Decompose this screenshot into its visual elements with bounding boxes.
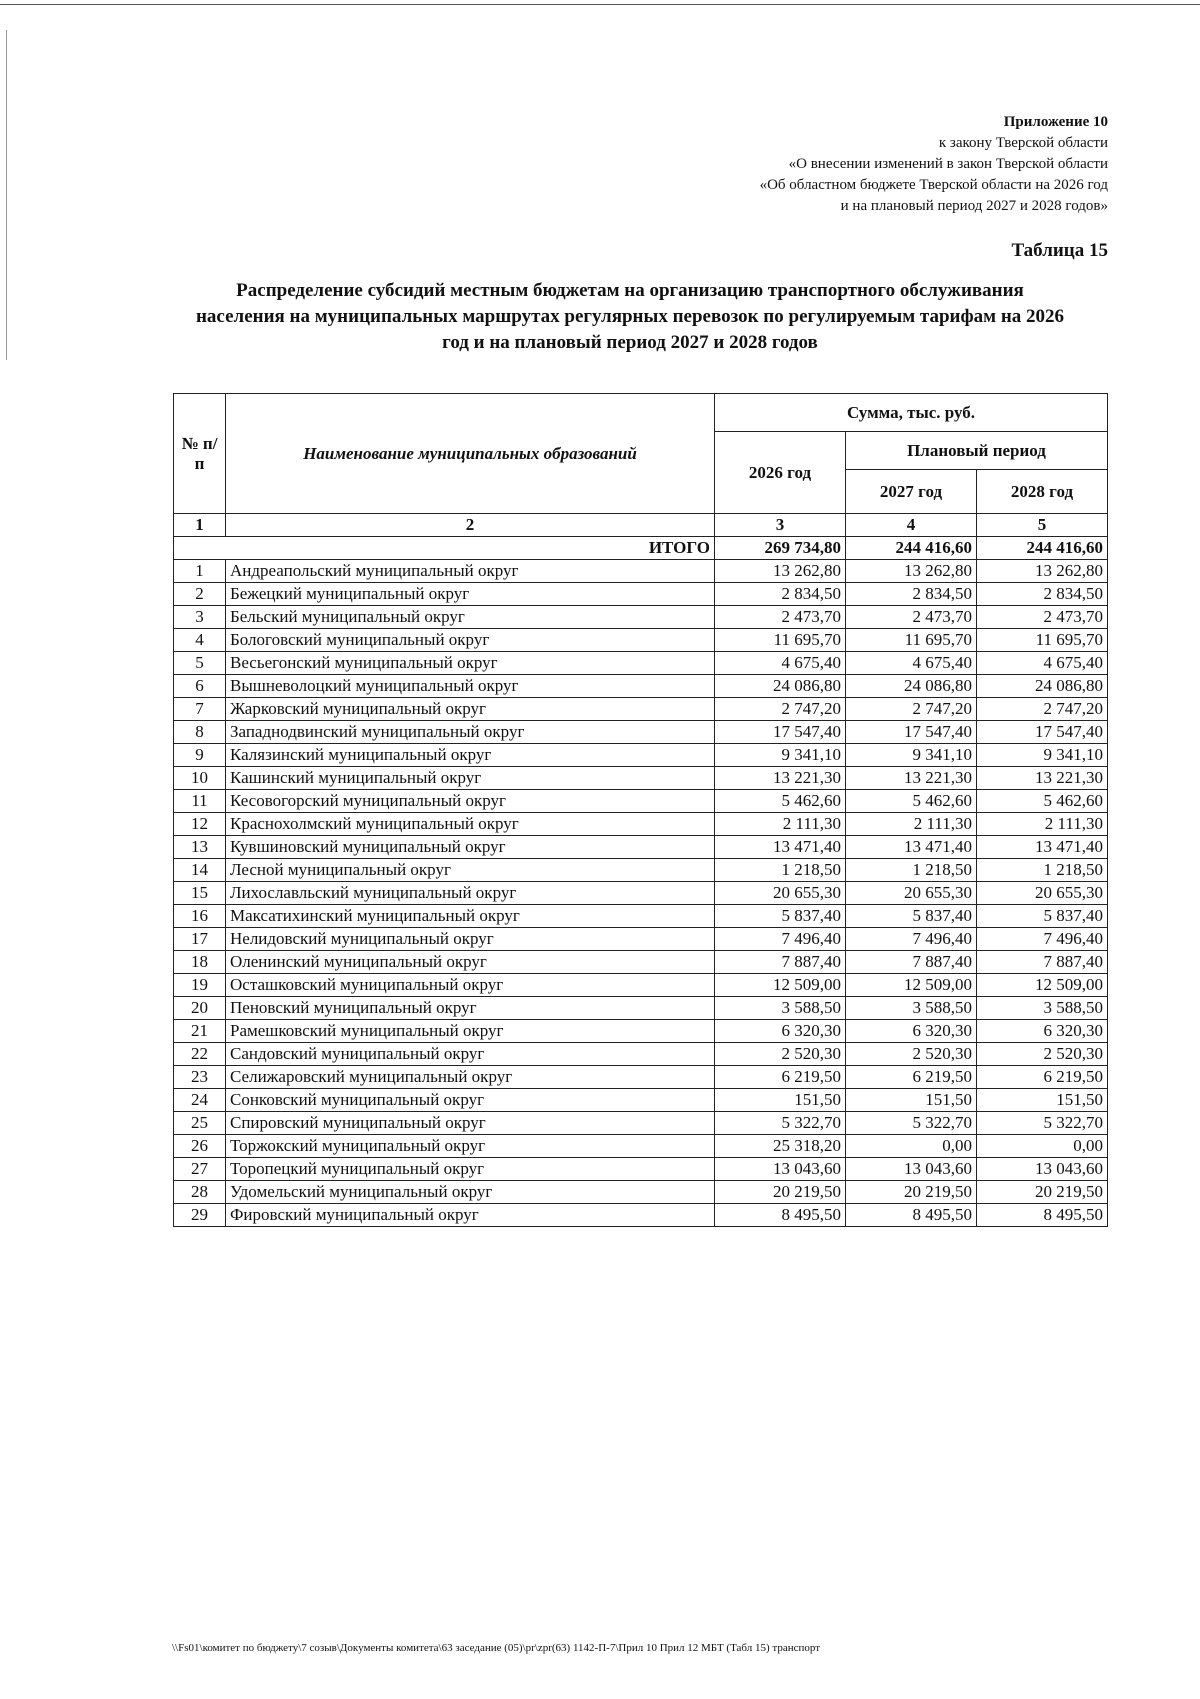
- value-2027: 20 655,30: [846, 882, 977, 905]
- value-2026: 20 219,50: [715, 1181, 846, 1204]
- value-2026: 5 462,60: [715, 790, 846, 813]
- value-2026: 3 588,50: [715, 997, 846, 1020]
- header-2026: 2026 год: [715, 432, 846, 514]
- value-2026: 13 043,60: [715, 1158, 846, 1181]
- row-number: 12: [174, 813, 226, 836]
- header-name: Наименование муниципальных образований: [226, 394, 715, 514]
- table-row: [174, 767, 1108, 790]
- value-2028: 2 111,30: [977, 813, 1108, 836]
- table-row: [174, 698, 1108, 721]
- value-2027: 2 520,30: [846, 1043, 977, 1066]
- table-row: [174, 560, 1108, 583]
- column-index: 4: [846, 514, 977, 537]
- value-2028: 5 462,60: [977, 790, 1108, 813]
- row-number: 18: [174, 951, 226, 974]
- municipality-name: Бельский муниципальный округ: [226, 606, 715, 629]
- table-row: [174, 652, 1108, 675]
- row-number: 16: [174, 905, 226, 928]
- value-2028: 9 341,10: [977, 744, 1108, 767]
- table-row: [174, 629, 1108, 652]
- value-2028: 151,50: [977, 1089, 1108, 1112]
- value-2026: 2 111,30: [715, 813, 846, 836]
- value-2026: 7 496,40: [715, 928, 846, 951]
- municipality-name: Лесной муниципальный округ: [226, 859, 715, 882]
- value-2028: 2 747,20: [977, 698, 1108, 721]
- value-2028: 13 262,80: [977, 560, 1108, 583]
- value-2028: 12 509,00: [977, 974, 1108, 997]
- header-2027: 2027 год: [846, 470, 977, 514]
- value-2027: 5 462,60: [846, 790, 977, 813]
- value-2028: 4 675,40: [977, 652, 1108, 675]
- value-2027: 151,50: [846, 1089, 977, 1112]
- subsidy-table: [173, 393, 1108, 1227]
- municipality-name: Сандовский муниципальный округ: [226, 1043, 715, 1066]
- total-2026: 269 734,80: [715, 537, 846, 560]
- value-2026: 4 675,40: [715, 652, 846, 675]
- total-row: [174, 537, 1108, 560]
- value-2027: 11 695,70: [846, 629, 977, 652]
- row-number: 7: [174, 698, 226, 721]
- value-2028: 2 520,30: [977, 1043, 1108, 1066]
- value-2026: 9 341,10: [715, 744, 846, 767]
- appendix-line: «О внесении изменений в закон Тверской области: [788, 156, 1108, 172]
- table-row: [174, 583, 1108, 606]
- municipality-name: Рамешковский муниципальный округ: [226, 1020, 715, 1043]
- value-2027: 13 043,60: [846, 1158, 977, 1181]
- row-number: 21: [174, 1020, 226, 1043]
- municipality-name: Осташковский муниципальный округ: [226, 974, 715, 997]
- value-2027: 1 218,50: [846, 859, 977, 882]
- row-number: 2: [174, 583, 226, 606]
- row-number: 17: [174, 928, 226, 951]
- value-2028: 2 473,70: [977, 606, 1108, 629]
- value-2028: 3 588,50: [977, 997, 1108, 1020]
- value-2028: 8 495,50: [977, 1204, 1108, 1227]
- municipality-name: Нелидовский муниципальный округ: [226, 928, 715, 951]
- value-2026: 13 471,40: [715, 836, 846, 859]
- municipality-name: Удомельский муниципальный округ: [226, 1181, 715, 1204]
- row-number: 26: [174, 1135, 226, 1158]
- title-line: Распределение субсидий местным бюджетам на организацию транспортного обслуживания: [236, 280, 1024, 301]
- row-number: 1: [174, 560, 226, 583]
- value-2028: 20 219,50: [977, 1181, 1108, 1204]
- row-number: 11: [174, 790, 226, 813]
- row-number: 13: [174, 836, 226, 859]
- row-number: 5: [174, 652, 226, 675]
- value-2028: 13 043,60: [977, 1158, 1108, 1181]
- municipality-name: Западнодвинский муниципальный округ: [226, 721, 715, 744]
- header-plan-period: Плановый период: [846, 432, 1108, 470]
- municipality-name: Кесовогорский муниципальный округ: [226, 790, 715, 813]
- value-2028: 7 887,40: [977, 951, 1108, 974]
- row-number: 14: [174, 859, 226, 882]
- total-2027: 244 416,60: [846, 537, 977, 560]
- table-row: [174, 1112, 1108, 1135]
- value-2026: 8 495,50: [715, 1204, 846, 1227]
- document-title: [150, 278, 1110, 356]
- value-2027: 5 837,40: [846, 905, 977, 928]
- value-2027: 13 221,30: [846, 767, 977, 790]
- value-2027: 6 320,30: [846, 1020, 977, 1043]
- value-2026: 151,50: [715, 1089, 846, 1112]
- table-row: [174, 1204, 1108, 1227]
- row-number: 6: [174, 675, 226, 698]
- appendix-number: Приложение 10: [1003, 114, 1108, 130]
- value-2027: 9 341,10: [846, 744, 977, 767]
- row-number: 24: [174, 1089, 226, 1112]
- table-row: [174, 1066, 1108, 1089]
- value-2026: 7 887,40: [715, 951, 846, 974]
- table-body: [174, 537, 1108, 1227]
- value-2028: 0,00: [977, 1135, 1108, 1158]
- value-2026: 12 509,00: [715, 974, 846, 997]
- table-row: [174, 1089, 1108, 1112]
- value-2027: 13 262,80: [846, 560, 977, 583]
- value-2027: 5 322,70: [846, 1112, 977, 1135]
- table-row: [174, 951, 1108, 974]
- value-2026: 2 473,70: [715, 606, 846, 629]
- municipality-name: Селижаровский муниципальный округ: [226, 1066, 715, 1089]
- row-number: 8: [174, 721, 226, 744]
- table-row: [174, 721, 1108, 744]
- value-2026: 5 837,40: [715, 905, 846, 928]
- total-2028: 244 416,60: [977, 537, 1108, 560]
- municipality-name: Лихославльский муниципальный округ: [226, 882, 715, 905]
- value-2028: 5 322,70: [977, 1112, 1108, 1135]
- row-number: 10: [174, 767, 226, 790]
- table-row: [174, 1181, 1108, 1204]
- value-2028: 7 496,40: [977, 928, 1108, 951]
- municipality-name: Оленинский муниципальный округ: [226, 951, 715, 974]
- table-row: [174, 905, 1108, 928]
- municipality-name: Жарковский муниципальный округ: [226, 698, 715, 721]
- municipality-name: Сонковский муниципальный округ: [226, 1089, 715, 1112]
- column-index: 2: [226, 514, 715, 537]
- row-number: 23: [174, 1066, 226, 1089]
- value-2028: 13 221,30: [977, 767, 1108, 790]
- row-number: 22: [174, 1043, 226, 1066]
- value-2026: 20 655,30: [715, 882, 846, 905]
- row-number: 3: [174, 606, 226, 629]
- column-index: 3: [715, 514, 846, 537]
- value-2027: 17 547,40: [846, 721, 977, 744]
- municipality-name: Максатихинский муниципальный округ: [226, 905, 715, 928]
- row-number: 15: [174, 882, 226, 905]
- municipality-name: Калязинский муниципальный округ: [226, 744, 715, 767]
- total-label: ИТОГО: [174, 537, 715, 560]
- value-2026: 13 262,80: [715, 560, 846, 583]
- appendix-line: и на плановый период 2027 и 2028 годов»: [840, 198, 1108, 214]
- value-2026: 25 318,20: [715, 1135, 846, 1158]
- value-2026: 6 320,30: [715, 1020, 846, 1043]
- value-2028: 1 218,50: [977, 859, 1108, 882]
- municipality-name: Бологовский муниципальный округ: [226, 629, 715, 652]
- column-index: 1: [174, 514, 226, 537]
- table-row: [174, 836, 1108, 859]
- row-number: 4: [174, 629, 226, 652]
- value-2027: 4 675,40: [846, 652, 977, 675]
- municipality-name: Пеновский муниципальный округ: [226, 997, 715, 1020]
- municipality-name: Краснохолмский муниципальный округ: [226, 813, 715, 836]
- table-row: [174, 1043, 1108, 1066]
- left-margin-line: [6, 30, 7, 360]
- municipality-name: Бежецкий муниципальный округ: [226, 583, 715, 606]
- table-row: [174, 744, 1108, 767]
- municipality-name: Спировский муниципальный округ: [226, 1112, 715, 1135]
- header-2028: 2028 год: [977, 470, 1108, 514]
- title-line: населения на муниципальных маршрутах регулярных перевозок по регулируемым тарифам на 2026: [195, 306, 1065, 327]
- value-2028: 13 471,40: [977, 836, 1108, 859]
- row-number: 19: [174, 974, 226, 997]
- column-index: 5: [977, 514, 1108, 537]
- table-row: [174, 1158, 1108, 1181]
- value-2026: 2 747,20: [715, 698, 846, 721]
- table-row: [174, 813, 1108, 836]
- municipality-name: Торжокский муниципальный округ: [226, 1135, 715, 1158]
- municipality-name: Фировский муниципальный округ: [226, 1204, 715, 1227]
- row-number: 29: [174, 1204, 226, 1227]
- value-2027: 2 747,20: [846, 698, 977, 721]
- municipality-name: Андреапольский муниципальный округ: [226, 560, 715, 583]
- table-row: [174, 1020, 1108, 1043]
- row-number: 9: [174, 744, 226, 767]
- value-2028: 2 834,50: [977, 583, 1108, 606]
- value-2027: 3 588,50: [846, 997, 977, 1020]
- municipality-name: Весьегонский муниципальный округ: [226, 652, 715, 675]
- value-2026: 5 322,70: [715, 1112, 846, 1135]
- value-2027: 6 219,50: [846, 1066, 977, 1089]
- value-2027: 12 509,00: [846, 974, 977, 997]
- title-line: год и на плановый период 2027 и 2028 годов: [442, 332, 818, 353]
- value-2028: 11 695,70: [977, 629, 1108, 652]
- value-2027: 24 086,80: [846, 675, 977, 698]
- row-number: 28: [174, 1181, 226, 1204]
- municipality-name: Вышневолоцкий муниципальный округ: [226, 675, 715, 698]
- value-2027: 13 471,40: [846, 836, 977, 859]
- value-2028: 20 655,30: [977, 882, 1108, 905]
- value-2026: 6 219,50: [715, 1066, 846, 1089]
- value-2027: 2 473,70: [846, 606, 977, 629]
- table-row: [174, 675, 1108, 698]
- value-2026: 24 086,80: [715, 675, 846, 698]
- value-2026: 1 218,50: [715, 859, 846, 882]
- value-2026: 2 520,30: [715, 1043, 846, 1066]
- header-sum: Сумма, тыс. руб.: [715, 394, 1108, 432]
- table-row: [174, 606, 1108, 629]
- table-row: [174, 882, 1108, 905]
- value-2027: 2 111,30: [846, 813, 977, 836]
- file-path-footer: \\Fs01\комитет по бюджету\7 созыв\Документы комитета\63 заседание (05)\pr\zpr(63) 1142-П-7\Прил 10 Прил 12 МБТ (Табл 15) транспорт: [172, 1642, 821, 1654]
- row-number: 20: [174, 997, 226, 1020]
- appendix-line: к закону Тверской области: [938, 135, 1108, 151]
- table-row: [174, 928, 1108, 951]
- value-2027: 7 496,40: [846, 928, 977, 951]
- value-2028: 5 837,40: [977, 905, 1108, 928]
- value-2027: 7 887,40: [846, 951, 977, 974]
- value-2027: 20 219,50: [846, 1181, 977, 1204]
- value-2028: 17 547,40: [977, 721, 1108, 744]
- municipality-name: Кувшиновский муниципальный округ: [226, 836, 715, 859]
- municipality-name: Торопецкий муниципальный округ: [226, 1158, 715, 1181]
- value-2028: 6 320,30: [977, 1020, 1108, 1043]
- row-number: 27: [174, 1158, 226, 1181]
- value-2027: 2 834,50: [846, 583, 977, 606]
- appendix-line: «Об областном бюджете Тверской области на 2026 год: [759, 177, 1108, 193]
- top-border-line: [0, 4, 1200, 5]
- value-2028: 6 219,50: [977, 1066, 1108, 1089]
- row-number: 25: [174, 1112, 226, 1135]
- value-2028: 24 086,80: [977, 675, 1108, 698]
- table-row: [174, 974, 1108, 997]
- value-2026: 11 695,70: [715, 629, 846, 652]
- table-row: [174, 997, 1108, 1020]
- header-num: № п/п: [174, 394, 226, 514]
- value-2027: 0,00: [846, 1135, 977, 1158]
- value-2026: 2 834,50: [715, 583, 846, 606]
- value-2026: 17 547,40: [715, 721, 846, 744]
- table-row: [174, 859, 1108, 882]
- table-label: Таблица 15: [1011, 240, 1108, 261]
- table-header: [174, 394, 1108, 537]
- table-row: [174, 1135, 1108, 1158]
- value-2027: 8 495,50: [846, 1204, 977, 1227]
- appendix-header: [760, 112, 1108, 217]
- municipality-name: Кашинский муниципальный округ: [226, 767, 715, 790]
- value-2026: 13 221,30: [715, 767, 846, 790]
- table-row: [174, 790, 1108, 813]
